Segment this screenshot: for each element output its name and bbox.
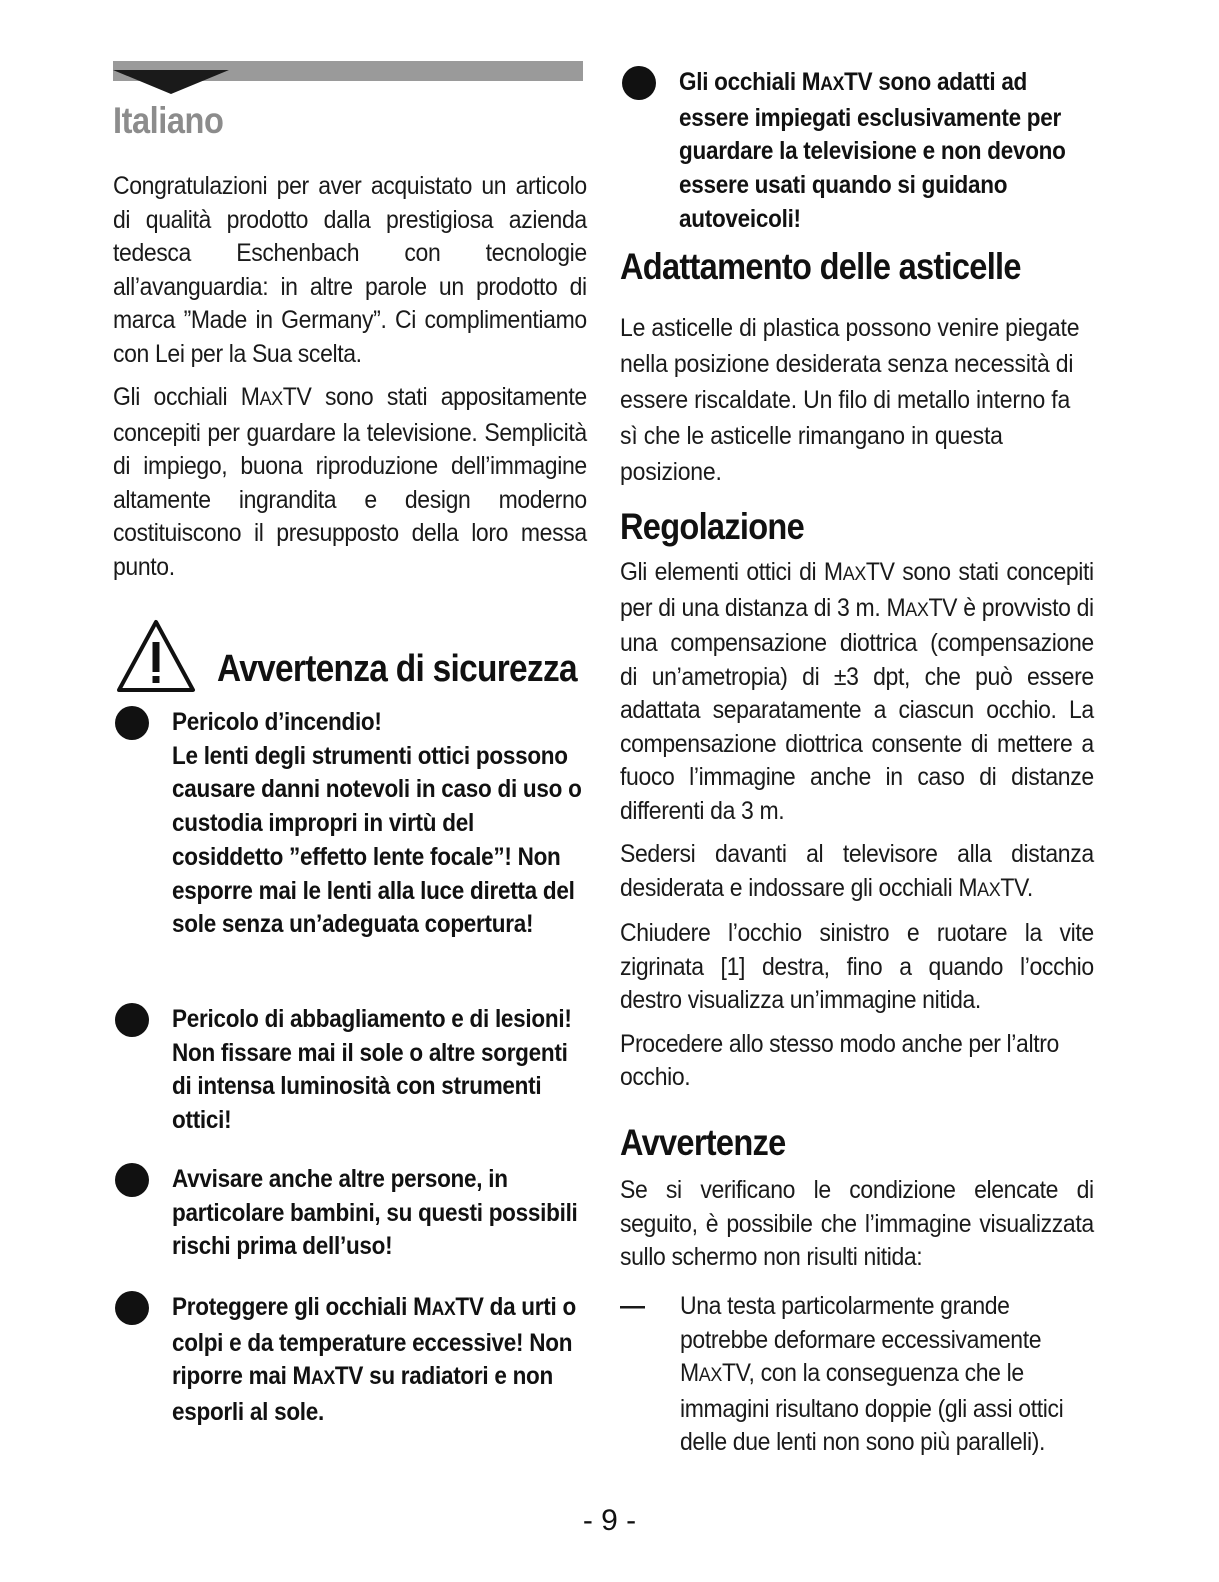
avvertenze-title: Avvertenze xyxy=(620,1122,786,1163)
dash-marker: — xyxy=(620,1292,645,1320)
bullet-dot xyxy=(115,706,149,740)
avvertenze-list-item-text: Una testa particolarmente grande potrebbe deformare eccessivamente MAXTV, con la conseguenza che le immagini risultano doppie (gli assi ottici delle due lenti non sono più paralleli). xyxy=(680,1292,1064,1456)
adattamento-title: Adattamento delle asticelle xyxy=(620,246,1021,287)
avvertenze-section xyxy=(620,1122,1098,1275)
language-title: Italiano xyxy=(113,100,224,141)
regolazione-section xyxy=(620,506,1098,1095)
bullet-dot xyxy=(115,1163,149,1197)
safety-bullet-tv-only-text: Gli occhiali MAXTV sono adatti ad essere impiegati esclusivamente per guardare la televisione e non devono essere usati quando si guidano autoveicoli! xyxy=(679,68,1066,233)
regolazione-paragraph-4: Procedere allo stesso modo anche per l’altro occhio. xyxy=(620,1029,1059,1091)
regolazione-paragraph-1: Gli elementi ottici di MAXTV sono stati concepiti per di una distanza di 3 m. MAXTV è provvisto di una compensazione diottrica (compensazione di un’ametropia) di ±3 dpt, che può essere adattata separatamente a ciascun occhio. La compensazione diottrica consente di mettere a fuoco l’immagine anche in caso di distanze differenti da 3 m. xyxy=(620,558,1094,825)
regolazione-paragraph-2: Sedersi davanti al televisore alla distanza desiderata e indossare gli occhiali MAXTV. xyxy=(620,840,1094,902)
safety-bullet-fire-text: Pericolo d’incendio! Le lenti degli strumenti ottici possono causare danni notevoli in caso di uso o custodia impropri in virtù del cosiddetto ”effetto lente focale”! Non esporre mai le lenti alla luce diretta del sole senza un’adeguata copertura! xyxy=(172,708,582,939)
safety-heading xyxy=(113,618,593,698)
intro-paragraph-1: Congratulazioni per aver acquistato un articolo di qualità prodotto dalla prestigiosa azienda tedesca Eschenbach con tecnologie all’avanguardia: in altre parole un prodotto di marca ”Made in Germany”. Ci complimentiamo con Lei per la Sua scelta. xyxy=(113,172,587,368)
bullet-dot xyxy=(115,1291,149,1325)
adattamento-section xyxy=(620,246,1098,490)
safety-title: Avvertenza di sicurezza xyxy=(217,648,577,690)
regolazione-title: Regolazione xyxy=(620,506,805,547)
safety-bullet-warn-others-text: Avvisare anche altre persone, in particolare bambini, su questi possibili rischi prima dell’uso! xyxy=(172,1165,578,1261)
bullet-dot xyxy=(115,1003,149,1037)
avvertenze-list-item xyxy=(620,1290,1100,1460)
avvertenze-paragraph: Se si verificano le condizione elencate di seguito, è possibile che l’immagine visualizzata sullo schermo non risulti nitida: xyxy=(620,1176,1094,1271)
intro-paragraph-2: Gli occhiali MAXTV sono stati appositamente concepiti per guardare la televisione. Semplicità di impiego, buona riproduzione dell’immagine altamente ingrandita e design moderno costituiscono il presupposto della loro messa punto. xyxy=(113,383,587,581)
bullet-dot xyxy=(622,66,656,100)
safety-bullet-fire xyxy=(113,706,593,942)
safety-bullet-tv-only xyxy=(620,66,1100,237)
header-triangle xyxy=(113,70,229,94)
warning-icon xyxy=(115,618,197,694)
safety-bullet-glare-text: Pericolo di abbagliamento e di lesioni! Non fissare mai il sole o altre sorgenti di intensa luminosità con strumenti ottici! xyxy=(172,1005,572,1135)
safety-bullet-glare xyxy=(113,1003,593,1138)
safety-bullet-protect xyxy=(113,1291,593,1430)
adattamento-text: Le asticelle di plastica possono venire piegate nella posizione desiderata senza necessità di essere riscaldate. Un filo di metallo interno fa sì che le asticelle rimangano in questa posizione. xyxy=(620,314,1080,486)
page-number: - 9 - xyxy=(582,1504,637,1537)
intro-section xyxy=(113,170,588,584)
safety-bullet-protect-text: Proteggere gli occhiali MAXTV da urti o colpi e da temperature eccessive! Non riporre mai MAXTV su radiatori e non esporli al sole. xyxy=(172,1293,576,1427)
regolazione-paragraph-3: Chiudere l’occhio sinistro e ruotare la vite zigrinata [1] destra, fino a quando l’occhio destro visualizza un’immagine nitida. xyxy=(620,919,1094,1014)
safety-bullet-warn-others xyxy=(113,1163,593,1264)
